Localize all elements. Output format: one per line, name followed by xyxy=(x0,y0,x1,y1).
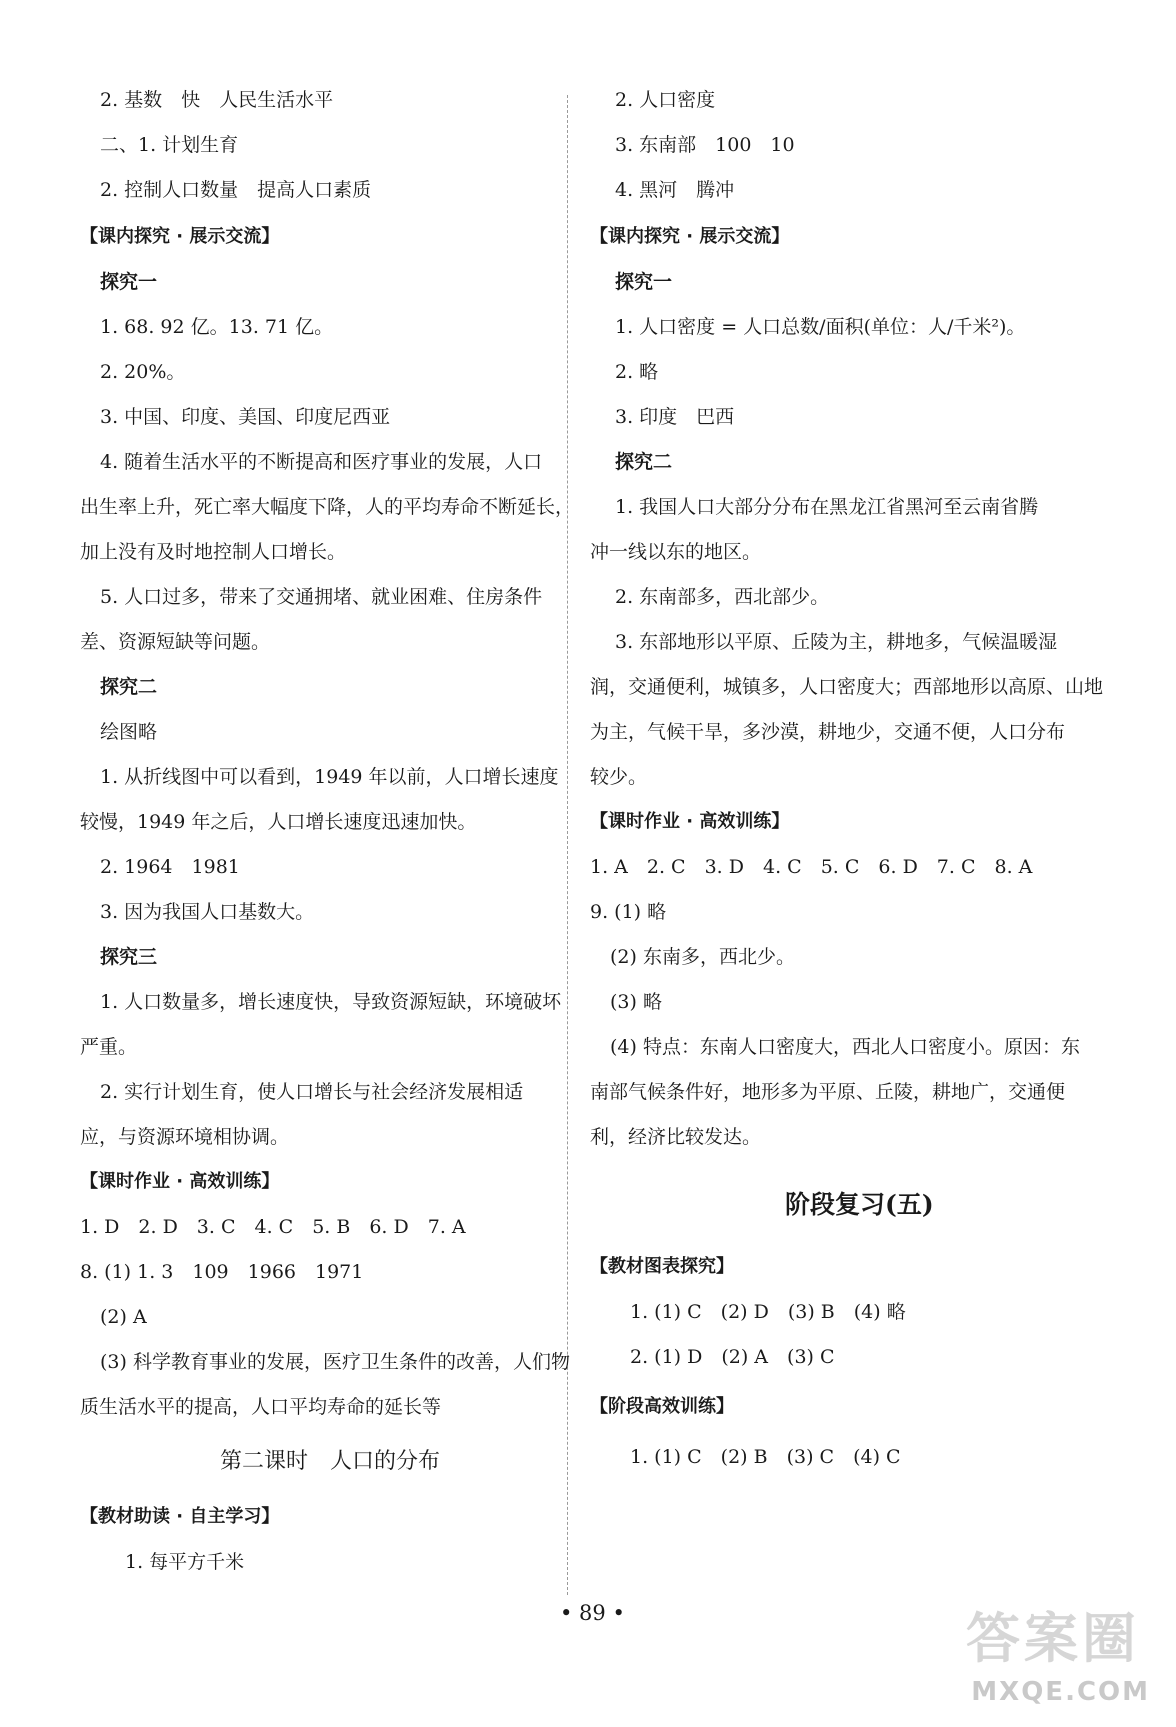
answer-line: 2. 20%。 xyxy=(100,361,186,383)
answer-line: 冲一线以东的地区。 xyxy=(590,541,762,563)
answer-line: (3) 略 xyxy=(610,991,662,1013)
answer-line: 为主，气候干旱，多沙漠，耕地少，交通不便，人口分布 xyxy=(590,721,1066,743)
answer-line: 3. 东部地形以平原、丘陵为主，耕地多，气候温暖湿 xyxy=(615,631,1058,653)
answer-line: 3. 印度 巴西 xyxy=(615,406,735,428)
section-heading: 【阶段高效训练】 xyxy=(590,1396,734,1417)
answer-line: 2. 略 xyxy=(615,361,659,383)
answer-line: 利，经济比较发达。 xyxy=(590,1126,762,1148)
answer-line: 1. 我国人口大部分分布在黑龙江省黑河至云南省腾 xyxy=(615,496,1039,518)
answer-line: 5. 人口过多，带来了交通拥堵、就业困难、住房条件 xyxy=(100,586,543,608)
answer-line: 1. 人口数量多，增长速度快，导致资源短缺，环境破坏 xyxy=(100,991,562,1013)
watermark xyxy=(870,1603,1150,1713)
answer-line: 较少。 xyxy=(590,766,648,788)
answer-line: 3. 中国、印度、美国、印度尼西亚 xyxy=(100,406,391,428)
page-number: • 89 • xyxy=(560,1601,625,1625)
answer-line: 2. 基数 快 人民生活水平 xyxy=(100,89,334,111)
answer-line: 1. A 2. C 3. D 4. C 5. C 6. D 7. C 8. A xyxy=(590,856,1033,878)
answer-line: 质生活水平的提高，人口平均寿命的延长等 xyxy=(80,1396,442,1418)
answer-line: 2. 实行计划生育，使人口增长与社会经济发展相适 xyxy=(100,1081,524,1103)
answer-line: 润，交通便利，城镇多，人口密度大；西部地形以高原、山地 xyxy=(590,676,1104,698)
answer-line: 8. (1) 1. 3 109 1966 1971 xyxy=(80,1261,364,1283)
section-heading: 【课时作业 · 高效训练】 xyxy=(590,811,790,832)
answer-line: 1. (1) C (2) D (3) B (4) 略 xyxy=(630,1301,906,1323)
lesson-title: 第二课时 人口的分布 xyxy=(220,1449,441,1474)
answer-line: 二、1. 计划生育 xyxy=(100,134,239,156)
answer-line: 9. (1) 略 xyxy=(590,901,667,923)
answer-line: 严重。 xyxy=(80,1036,138,1058)
subsection-heading: 探究二 xyxy=(615,451,673,473)
left-column xyxy=(0,0,580,1727)
answer-line: 2. 东南部多，西北部少。 xyxy=(615,586,830,608)
subsection-heading: 探究二 xyxy=(100,676,158,698)
answer-line: 加上没有及时地控制人口增长。 xyxy=(80,541,347,563)
answer-line: (2) A xyxy=(100,1306,147,1328)
answer-line: 2. 1964 1981 xyxy=(100,856,240,878)
answer-line: 2. 人口密度 xyxy=(615,89,716,111)
answer-line: 1. D 2. D 3. C 4. C 5. B 6. D 7. A xyxy=(80,1216,466,1238)
answer-line: 南部气候条件好，地形多为平原、丘陵，耕地广，交通便 xyxy=(590,1081,1066,1103)
section-heading: 【课时作业 · 高效训练】 xyxy=(80,1171,280,1192)
answer-line: 绘图略 xyxy=(100,721,158,743)
answer-line: 1. (1) C (2) B (3) C (4) C xyxy=(630,1446,901,1468)
answer-line: 1. 68. 92 亿。13. 71 亿。 xyxy=(100,316,334,338)
subsection-heading: 探究一 xyxy=(615,271,673,293)
answer-line: (2) 东南多，西北少。 xyxy=(610,946,795,968)
watermark-logo: 答案圈 xyxy=(966,1607,1140,1670)
section-heading: 【教材图表探究】 xyxy=(590,1256,734,1277)
answer-line: 出生率上升，死亡率大幅度下降，人的平均寿命不断延长， xyxy=(80,496,575,518)
answer-line: 3. 因为我国人口基数大。 xyxy=(100,901,315,923)
answer-line: (4) 特点：东南人口密度大，西北人口密度小。原因：东 xyxy=(610,1036,1080,1058)
section-heading: 【课内探究 · 展示交流】 xyxy=(80,226,280,247)
answer-line: 差、资源短缺等问题。 xyxy=(80,631,271,653)
subsection-heading: 探究三 xyxy=(100,946,158,968)
answer-line: 2. (1) D (2) A (3) C xyxy=(630,1346,835,1368)
answer-line: 3. 东南部 100 10 xyxy=(615,134,795,156)
answer-line: 1. 每平方千米 xyxy=(125,1551,245,1573)
section-heading: 【教材助读 · 自主学习】 xyxy=(80,1506,280,1527)
answer-line: (3) 科学教育事业的发展，医疗卫生条件的改善，人们物 xyxy=(100,1351,570,1373)
right-column xyxy=(580,0,1176,1727)
review-title: 阶段复习(五) xyxy=(785,1190,934,1219)
section-heading: 【课内探究 · 展示交流】 xyxy=(590,226,790,247)
answer-line: 1. 人口密度 = 人口总数/面积(单位：人/千米²)。 xyxy=(615,316,1026,338)
watermark-text: MXQE.COM xyxy=(971,1677,1150,1707)
subsection-heading: 探究一 xyxy=(100,271,158,293)
answer-line: 4. 随着生活水平的不断提高和医疗事业的发展，人口 xyxy=(100,451,543,473)
answer-line: 1. 从折线图中可以看到，1949 年以前，人口增长速度 xyxy=(100,766,559,788)
answer-line: 应，与资源环境相协调。 xyxy=(80,1126,290,1148)
answer-line: 4. 黑河 腾冲 xyxy=(615,179,735,201)
answer-line: 较慢，1949 年之后，人口增长速度迅速加快。 xyxy=(80,811,477,833)
answer-line: 2. 控制人口数量 提高人口素质 xyxy=(100,179,372,201)
